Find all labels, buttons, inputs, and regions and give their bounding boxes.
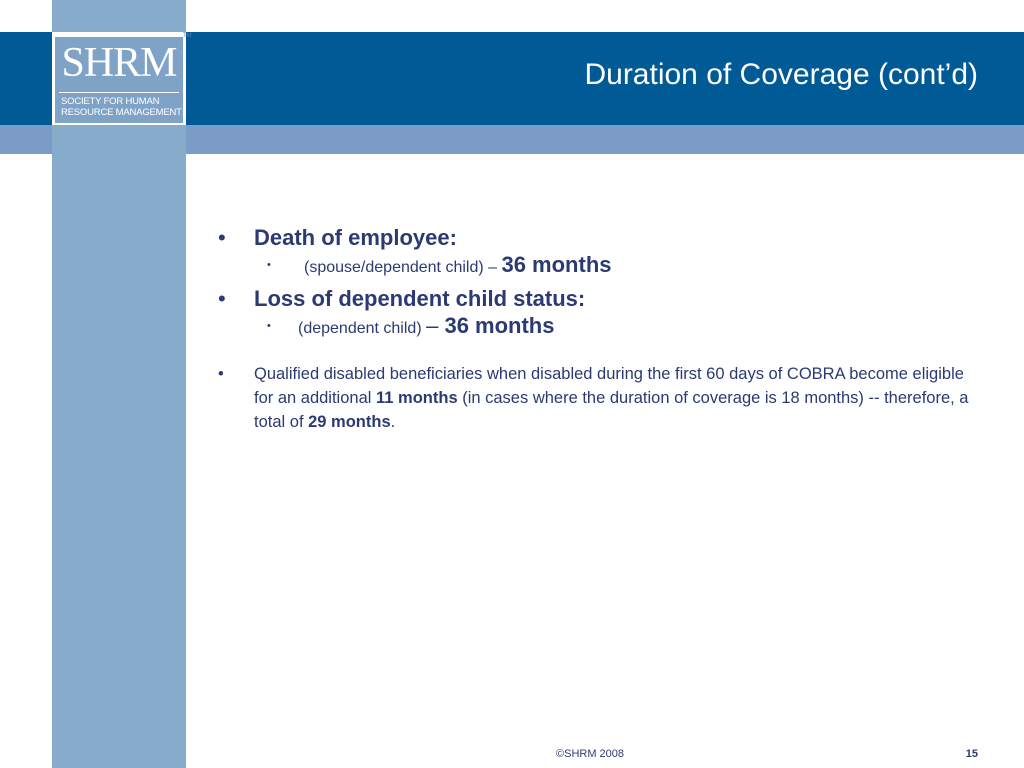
logo-line-1: SOCIETY FOR HUMAN <box>61 96 160 107</box>
disabled-beneficiaries-paragraph <box>214 362 984 434</box>
bullet-loss-of-dependent-status <box>214 285 984 313</box>
logo-trademark: TM <box>183 33 192 39</box>
bullet-icon: • <box>218 225 226 250</box>
bullet-death-of-employee <box>214 224 984 252</box>
logo-letters: SHRM <box>61 40 177 86</box>
footer-copyright: ©SHRM 2008 <box>556 748 625 760</box>
logo-line-2: RESOURCE MANAGEMENT <box>61 107 182 118</box>
logo-box <box>55 37 183 123</box>
logo-tagline <box>61 96 183 118</box>
bullet-heading: Death of employee: <box>254 225 457 250</box>
sub-bullet-icon: • <box>267 259 271 271</box>
bullet-heading: Loss of dependent child status: <box>254 286 586 311</box>
sub-bullet-text: (dependent child) <box>298 320 427 337</box>
sub-bullet-value: 36 months <box>501 252 612 277</box>
logo-rule <box>59 92 179 93</box>
slide-content <box>214 224 984 434</box>
slide-title: Duration of Coverage (cont’d) <box>584 58 978 91</box>
sub-bullet-dash: – <box>426 313 445 338</box>
bullet-icon: • <box>218 365 224 383</box>
sub-bullet-icon: • <box>267 320 271 332</box>
paragraph-text-3: . <box>390 413 396 431</box>
sub-bullet-spouse-child <box>214 252 984 281</box>
bullet-icon: • <box>218 286 226 311</box>
shrm-logo <box>52 32 192 125</box>
paragraph-text-1: Qualified disabled beneficiaries when disabled during the first 60 days of COBRA become eligible for an additional <box>254 365 964 407</box>
sub-bullet-value: 36 months <box>444 313 555 338</box>
paragraph-bold-1: 11 months <box>376 389 458 407</box>
paragraph-text-2: (in cases where the duration of coverage is 18 months) -- therefore, a total of <box>254 389 969 431</box>
paragraph-bold-2: 29 months <box>308 413 391 431</box>
sub-bullet-dependent-child <box>214 313 984 342</box>
sub-bullet-text: (spouse/dependent child) – <box>304 259 502 276</box>
page-number: 15 <box>965 748 978 760</box>
